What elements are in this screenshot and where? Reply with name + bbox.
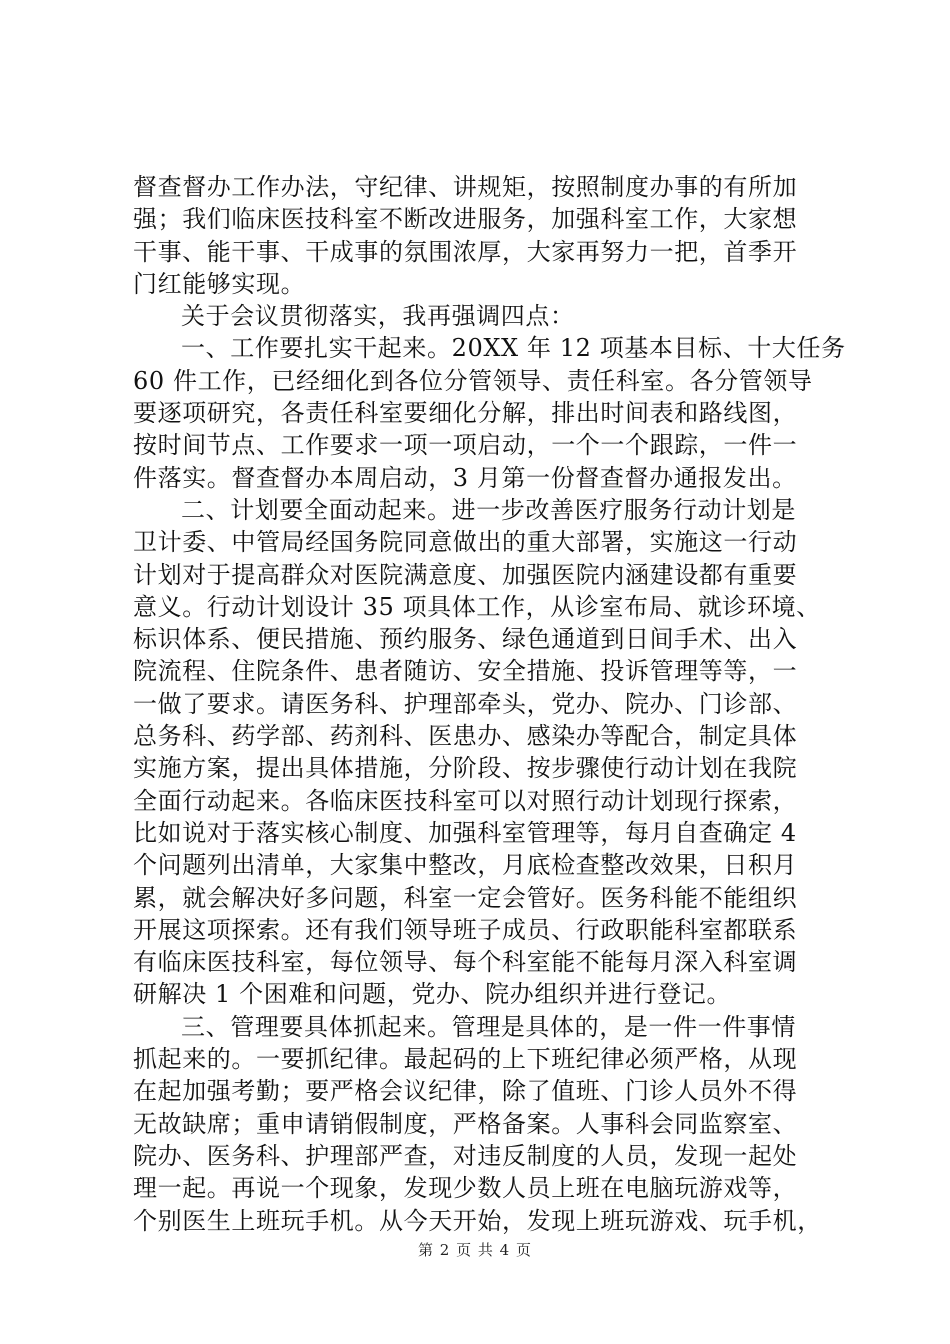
text-line: 院流程、住院条件、患者随访、安全措施、投诉管理等等，一: [133, 657, 798, 686]
text-line: 按时间节点、工作要求一项一项启动，一个一个跟踪，一件一: [133, 431, 798, 460]
text-line: 关于会议贯彻落实，我再强调四点：: [181, 302, 575, 331]
text-line: 一、工作要扎实干起来。20XX 年 12 项基本目标、十大任务: [181, 334, 846, 363]
text-line: 院办、医务科、护理部严查，对违反制度的人员，发现一起处: [133, 1141, 798, 1170]
text-line: 个问题列出清单，大家集中整改，月底检查整改效果，日积月: [133, 851, 798, 880]
text-line: 强；我们临床医技科室不断改进服务，加强科室工作，大家想: [133, 205, 798, 234]
text-line: 理一起。再说一个现象，发现少数人员上班在电脑玩游戏等，: [133, 1174, 798, 1203]
text-line: 全面行动起来。各临床医技科室可以对照行动计划现行探索，: [133, 786, 798, 815]
text-line: 无故缺席；重申请销假制度，严格备案。人事科会同监察室、: [133, 1109, 798, 1138]
text-line: 开展这项探索。还有我们领导班子成员、行政职能科室都联系: [133, 915, 798, 944]
text-line: 实施方案，提出具体措施，分阶段、按步骤使行动计划在我院: [133, 754, 798, 783]
document-body: [133, 171, 846, 1237]
text-line: 计划对于提高群众对医院满意度、加强医院内涵建设都有重要: [133, 560, 798, 589]
text-line: 个别医生上班玩手机。从今天开始，发现上班玩游戏、玩手机，: [133, 1206, 822, 1235]
text-line: 督查督办工作办法，守纪律、讲规矩，按照制度办事的有所加: [133, 173, 798, 201]
text-line: 意义。行动计划设计 35 项具体工作，从诊室布局、就诊环境、: [133, 592, 821, 621]
text-line: 二、计划要全面动起来。进一步改善医疗服务行动计划是: [181, 495, 796, 524]
text-line: 卫计委、中管局经国务院同意做出的重大部署，实施这一行动: [133, 528, 798, 557]
text-line: 标识体系、便民措施、预约服务、绿色通道到日间手术、出入: [133, 625, 798, 654]
text-line: 一做了要求。请医务科、护理部牵头，党办、院办、门诊部、: [133, 689, 798, 718]
text-line: 干事、能干事、干成事的氛围浓厚，大家再努力一把，首季开: [133, 237, 798, 266]
text-line: 累，就会解决好多问题，科室一定会管好。医务科能不能组织: [133, 883, 798, 912]
text-line: 在起加强考勤；要严格会议纪律，除了值班、门诊人员外不得: [133, 1077, 798, 1106]
text-line: 要逐项研究，各责任科室要细化分解，排出时间表和路线图，: [133, 399, 798, 428]
text-line: 件落实。督查督办本周启动，3 月第一份督查督办通报发出。: [133, 463, 797, 492]
text-line: 抓起来的。一要抓纪律。最起码的上下班纪律必须严格，从现: [133, 1045, 798, 1074]
text-line: 三、管理要具体抓起来。管理是具体的，是一件一件事情: [181, 1012, 796, 1041]
text-line: 60 件工作，已经细化到各位分管领导、责任科室。各分管领导: [133, 366, 813, 395]
text-line: 门红能够实现。: [133, 269, 306, 298]
text-line: 有临床医技科室，每位领导、每个科室能不能每月深入科室调: [133, 948, 798, 977]
text-line: 比如说对于落实核心制度、加强科室管理等，每月自查确定 4: [133, 818, 797, 847]
page-footer: 第 2 页 共 4 页: [418, 1241, 532, 1259]
text-line: 研解决 1 个困难和问题，党办、院办组织并进行登记。: [133, 980, 732, 1009]
text-line: 总务科、药学部、药剂科、医患办、感染办等配合，制定具体: [133, 722, 798, 751]
